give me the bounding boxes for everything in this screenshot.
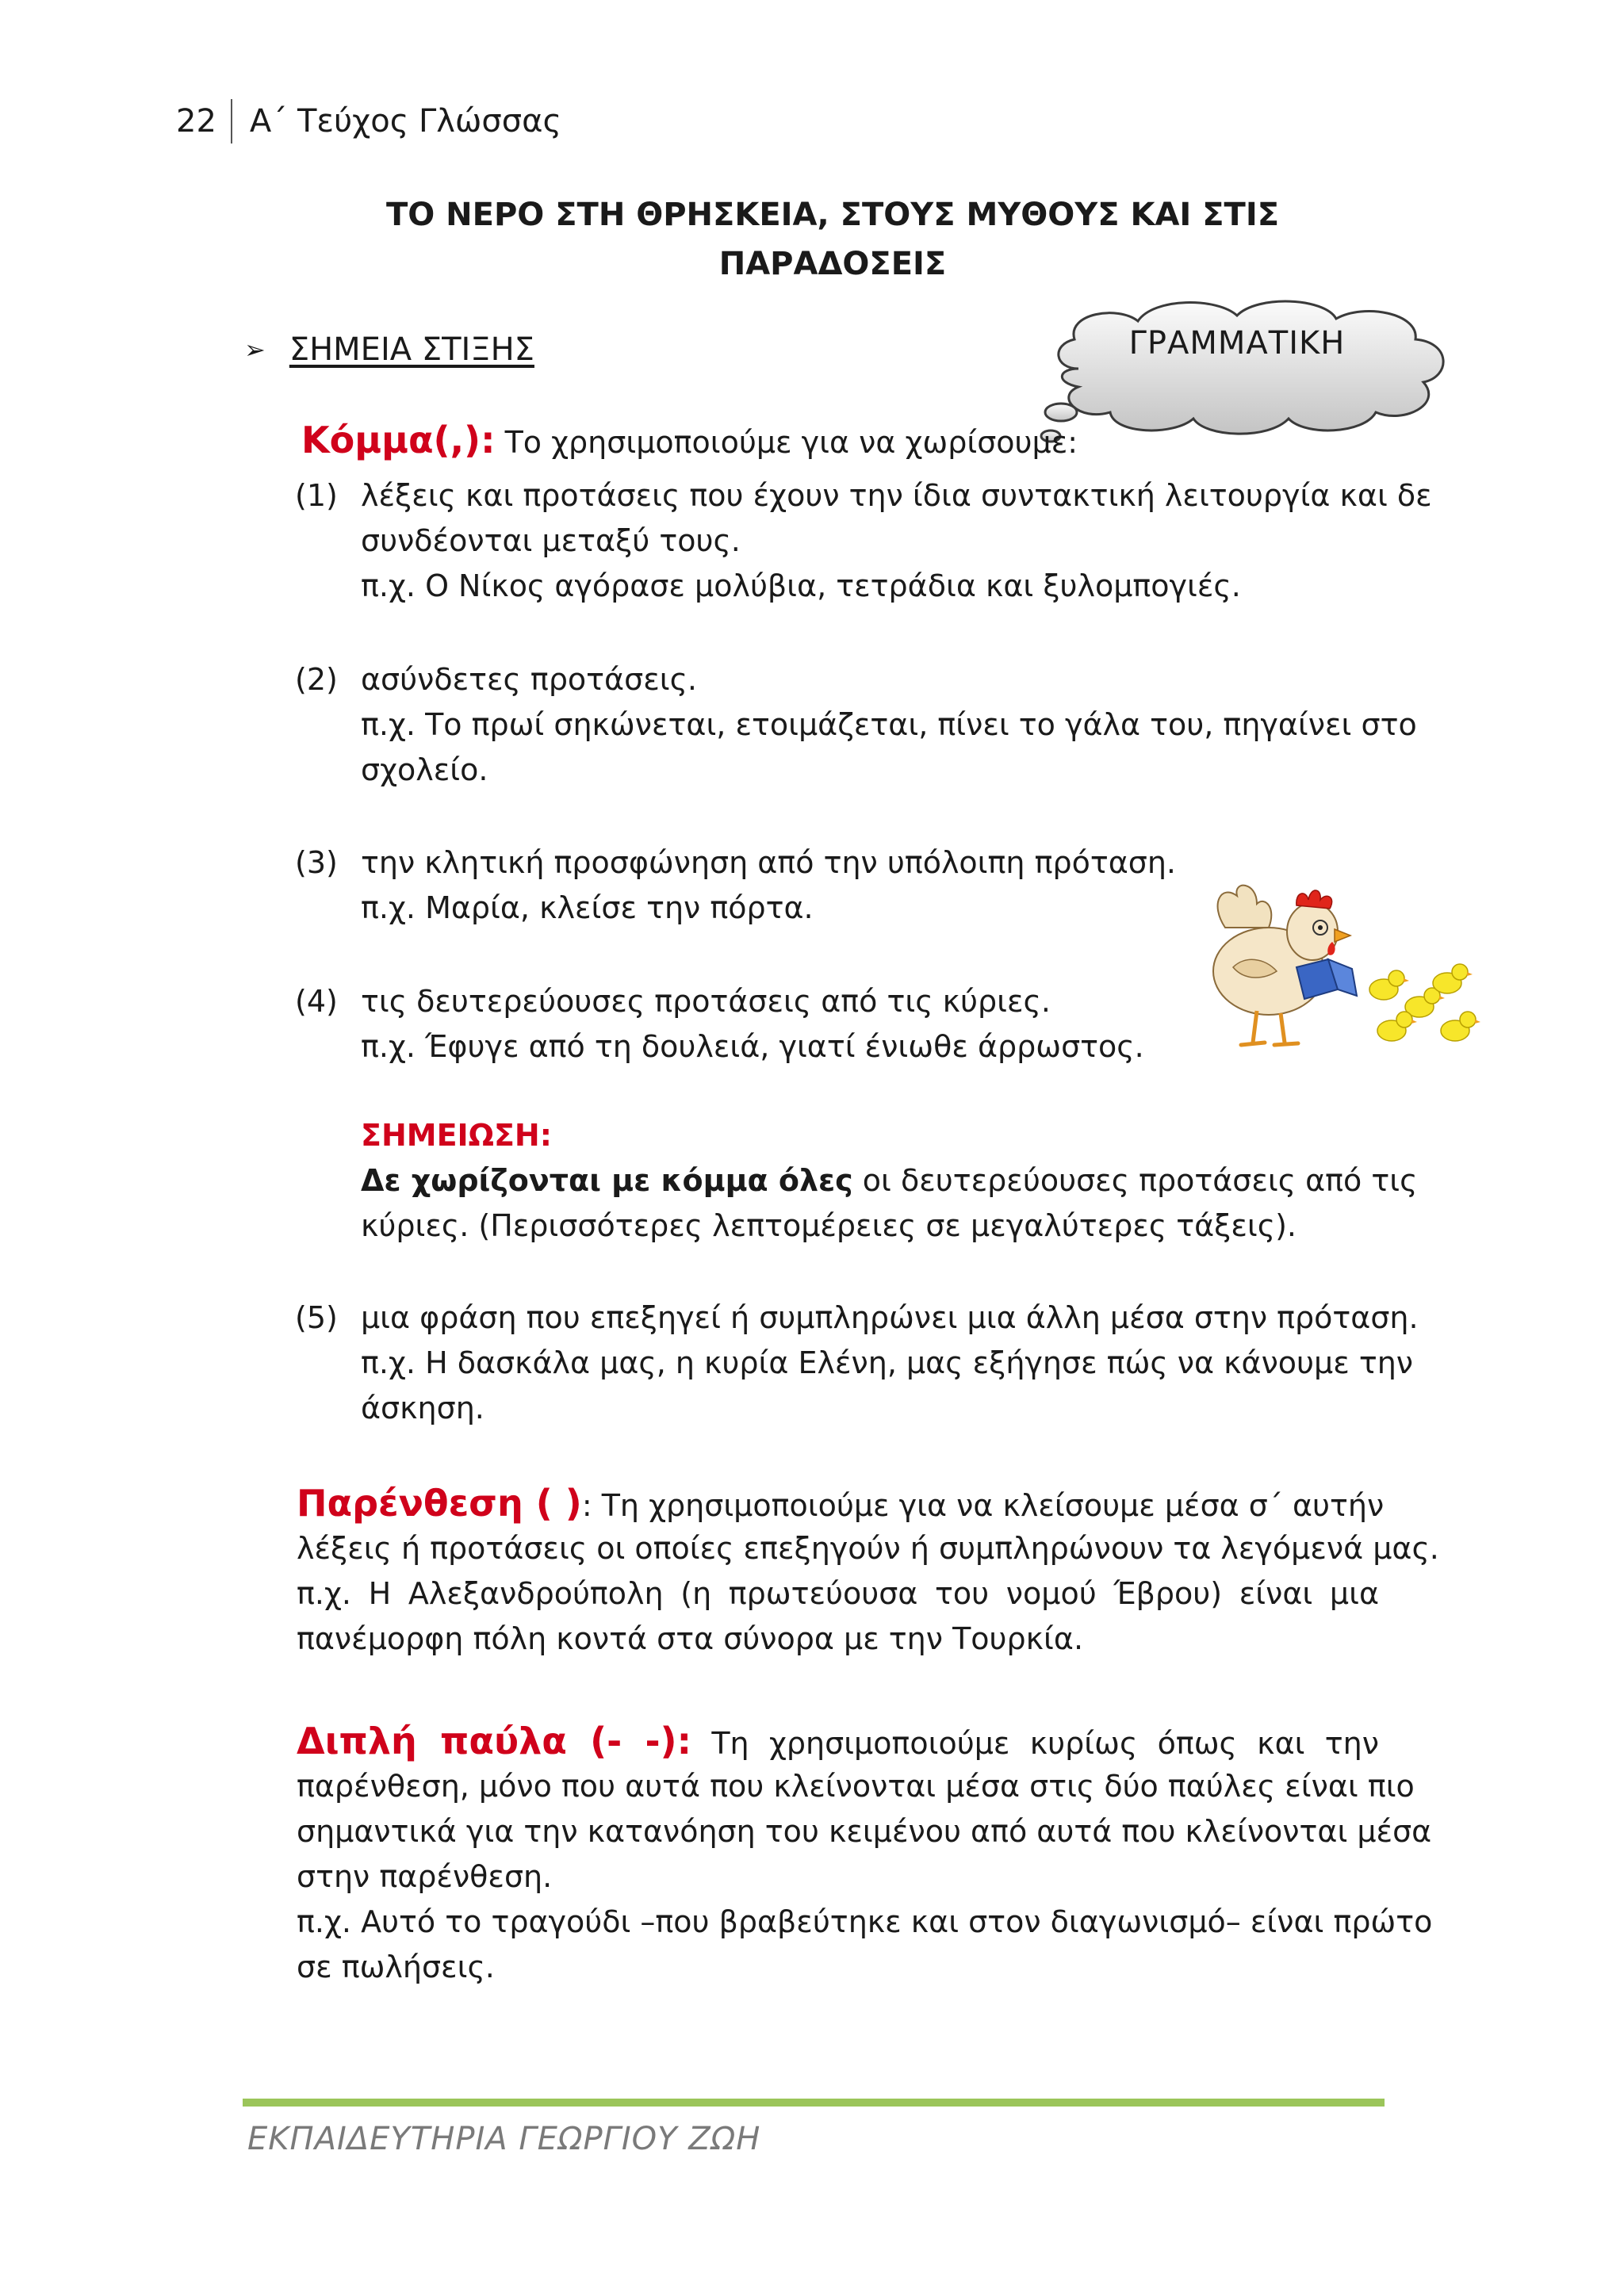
item-text: συνδέονται μεταξύ τους.	[361, 523, 741, 558]
item-number: (4)	[295, 984, 338, 1019]
dash-line	[297, 1719, 1379, 1764]
section-heading	[244, 331, 534, 368]
item-example: π.χ. Έφυγε από τη δουλειά, γιατί ένιωθε άρρωστος.	[361, 1029, 1144, 1064]
section-label: ΣΗΜΕΙΑ ΣΤΙΞΗΣ	[289, 331, 534, 368]
note-bold: Δε χωρίζονται με κόμμα όλες	[361, 1163, 853, 1198]
document-title	[238, 190, 1427, 289]
comma-heading-line	[301, 420, 1078, 462]
footer-text: ΕΚΠΑΙΔΕΥΤΗΡΙΑ ΓΕΩΡΓΙΟΥ ΖΩΗ	[247, 2121, 761, 2157]
dash-paragraph	[297, 1719, 1433, 1990]
comma-heading: Κόμμα(,):	[301, 419, 496, 461]
parenthesis-line: πανέμορφη πόλη κοντά στα σύνορα με την Τουρκία.	[297, 1621, 1084, 1656]
item-example: σχολείο.	[361, 752, 488, 787]
item-example: π.χ. Το πρωί σηκώνεται, ετοιμάζεται, πίνει το γάλα του, πηγαίνει στο	[361, 707, 1417, 742]
item-example: π.χ. Η δασκάλα μας, η κυρία Ελένη, μας εξήγησε πώς να κάνουμε την	[361, 1345, 1414, 1380]
item-number: (5)	[295, 1300, 338, 1335]
item-number: (2)	[295, 662, 338, 697]
item-example: π.χ. Ο Νίκος αγόρασε μολύβια, τετράδια και ξυλομπογιές.	[361, 568, 1241, 603]
dash-heading: Διπλή παύλα (- -):	[297, 1720, 691, 1762]
item-text: την κλητική προσφώνηση από την υπόλοιπη πρόταση.	[361, 845, 1177, 880]
dash-intro: Τη χρησιμοποιούμε κυρίως όπως και την	[691, 1726, 1379, 1761]
parenthesis-line	[297, 1481, 1385, 1526]
header-divider	[231, 99, 232, 144]
item-example: άσκηση.	[361, 1391, 485, 1425]
item-text: ασύνδετες προτάσεις.	[361, 662, 697, 697]
page-number: 22	[176, 103, 216, 140]
dash-line: παρένθεση, μόνο που αυτά που κλείνονται μέσα στις δύο παύλες είναι πιο	[297, 1769, 1415, 1804]
dash-line: π.χ. Αυτό το τραγούδι –που βραβεύτηκε και στον διαγωνισμό– είναι πρώτο	[297, 1904, 1433, 1939]
hen-reading-to-chicks-icon	[1201, 872, 1487, 1070]
parenthesis-heading: Παρένθεση ( )	[297, 1482, 582, 1525]
parenthesis-line: λέξεις ή προτάσεις οι οποίες επεξηγούν ή συμπληρώνουν τα λεγόμενά μας.	[297, 1531, 1439, 1566]
title-line-1: ΤΟ ΝΕΡΟ ΣΤΗ ΘΡΗΣΚΕΙΑ, ΣΤΟΥΣ ΜΥΘΟΥΣ ΚΑΙ ΣΤΙΣ	[385, 197, 1280, 233]
item-text: τις δευτερεύουσες προτάσεις από τις κύριες.	[361, 984, 1051, 1019]
footer-divider	[243, 2099, 1385, 2107]
item-example: π.χ. Μαρία, κλείσε την πόρτα.	[361, 890, 814, 925]
dash-line: στην παρένθεση.	[297, 1859, 553, 1894]
cloud-label: ΓΡΑΜΜΑΤΙΚΗ	[1128, 325, 1346, 362]
dash-line: σημαντικά για την κατανόηση του κειμένου από αυτά που κλείνονται μέσα	[297, 1814, 1432, 1849]
parenthesis-paragraph	[297, 1481, 1439, 1662]
title-line-2: ΠΑΡΑΔΟΣΕΙΣ	[718, 246, 947, 282]
page-header	[176, 101, 561, 141]
arrow-bullet-icon: ➢	[244, 335, 266, 365]
item-text: λέξεις και προτάσεις που έχουν την ίδια συντακτική λειτουργία και δε	[361, 478, 1432, 513]
item-text: μια φράση που επεξηγεί ή συμπληρώνει μια άλλη μέσα στην πρόταση.	[361, 1300, 1419, 1335]
note-label: ΣΗΜΕΙΩΣΗ:	[361, 1118, 552, 1153]
header-title: Α΄ Τεύχος Γλώσσας	[249, 103, 561, 140]
note-line-2: κύριες. (Περισσότερες λεπτομέρειες σε μεγαλύτερες τάξεις).	[361, 1208, 1297, 1243]
note-rest: οι δευτερεύουσες προτάσεις από τις	[852, 1163, 1418, 1198]
thought-cloud-icon	[1031, 293, 1475, 452]
item-number: (3)	[295, 845, 338, 880]
parenthesis-line: π.χ. Η Αλεξανδρούπολη (η πρωτεύουσα του νομού Έβρου) είναι μια	[297, 1576, 1379, 1611]
item-number: (1)	[295, 478, 338, 513]
dash-line: σε πωλήσεις.	[297, 1950, 495, 1984]
comma-intro: Το χρησιμοποιούμε για να χωρίσουμε:	[504, 425, 1078, 460]
parenthesis-intro: : Τη χρησιμοποιούμε για να κλείσουμε μέσα σ΄ αυτήν	[581, 1488, 1385, 1523]
note-line-1	[361, 1161, 1417, 1200]
